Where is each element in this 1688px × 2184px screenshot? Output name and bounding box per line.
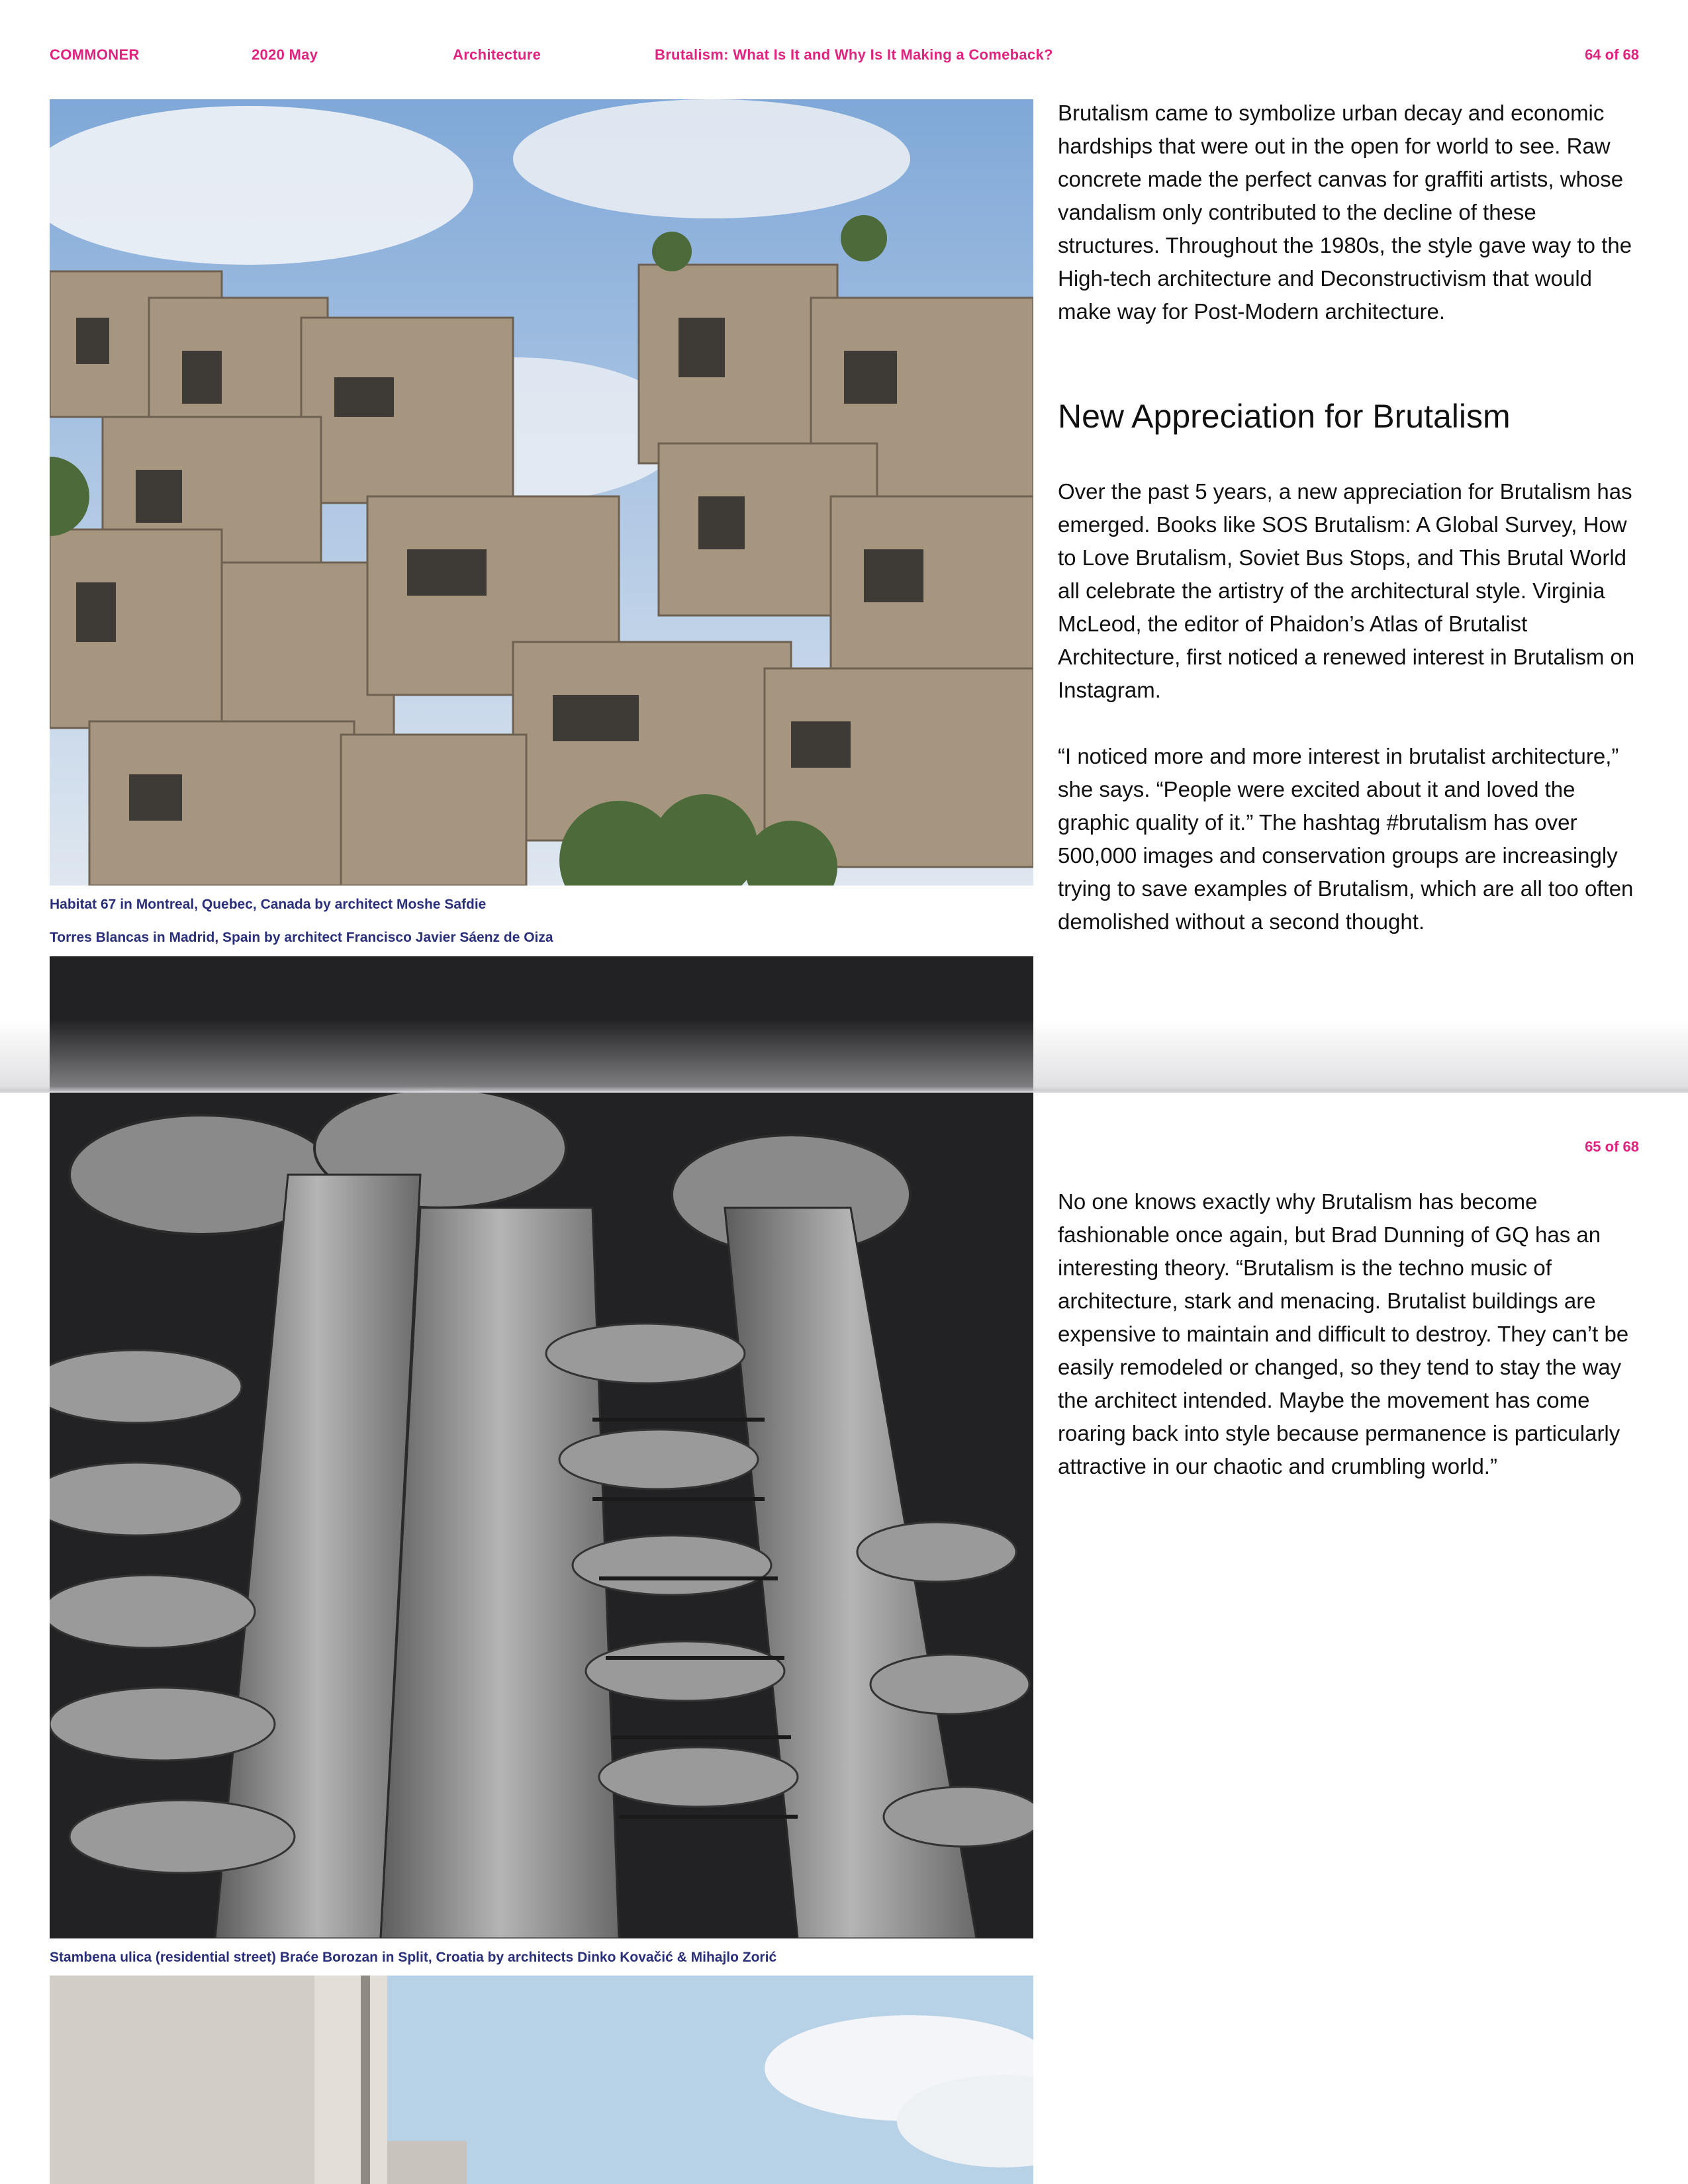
page-break-line xyxy=(0,1091,1688,1093)
mcleod-quote-paragraph: “I noticed more and more interest in brutalist architecture,” she says. “People were excited about it and loved the graphic quality of it.” The hashtag #brutalism has over 500,000 images and conservation groups are increasingly trying to save examples of Brutalism, which are all too often demolished without a second thought. xyxy=(1058,744,1634,934)
section-name: Architecture xyxy=(453,46,541,63)
section-heading: New Appreciation for Brutalism xyxy=(1058,398,1511,435)
publication-name: COMMONER xyxy=(50,46,140,63)
caption-habitat-67: Habitat 67 in Montreal, Quebec, Canada by architect Moshe Safdie xyxy=(50,897,487,912)
torres-blancas-photo xyxy=(50,956,1033,1938)
brace-borozan-photo xyxy=(50,1976,1033,2184)
issue-date: 2020 May xyxy=(252,46,318,63)
page-number-64: 64 of 68 xyxy=(1585,46,1639,63)
caption-torres-blancas: Torres Blancas in Madrid, Spain by architect Francisco Javier Sáenz de Oiza xyxy=(50,930,553,945)
article-title: Brutalism: What Is It and Why Is It Making a Comeback? xyxy=(655,46,1053,63)
appreciation-paragraph: Over the past 5 years, a new appreciation for Brutalism has emerged. Books like SOS Brutalism: A Global Survey, How to Love Brutalism, Soviet Bus Stops, and This Brutal World all celebrate the artistry of the architectural style. Virginia McLeod, the editor of Phaidon’s Atlas of Brutalist Architecture, first noticed a renewed interest in Brutalism on Instagram. xyxy=(1058,479,1635,702)
caption-brace-borozan: Stambena ulica (residential street) Braće Borozan in Split, Croatia by architects Dinko Kovačić & Mihajlo Zorić xyxy=(50,1950,777,1965)
page-break xyxy=(0,1019,1688,1092)
habitat-67-photo xyxy=(50,99,1033,886)
dunning-quote-paragraph: No one knows exactly why Brutalism has become fashionable once again, but Brad Dunning of GQ has an interesting theory. “Brutalism is the techno music of architecture, stark and menacing. Brutalist buildings are expensive to maintain and difficult to destroy. They can’t be easily remodeled or changed, so they tend to stay the way the architect intended. Maybe the movement has come roaring back into style because permanence is particularly attractive in our chaotic and crumbling world.” xyxy=(1058,1189,1629,1479)
page-number-65: 65 of 68 xyxy=(1585,1138,1639,1155)
intro-paragraph: Brutalism came to symbolize urban decay and economic hardships that were out in the open for world to see. Raw concrete made the perfect canvas for graffiti artists, whose vandalism only contributed to the decline of these structures. Throughout the 1980s, the style gave way to the High-tech architecture and Deconstructivism that would make way for Post-Modern architecture. xyxy=(1058,101,1632,324)
